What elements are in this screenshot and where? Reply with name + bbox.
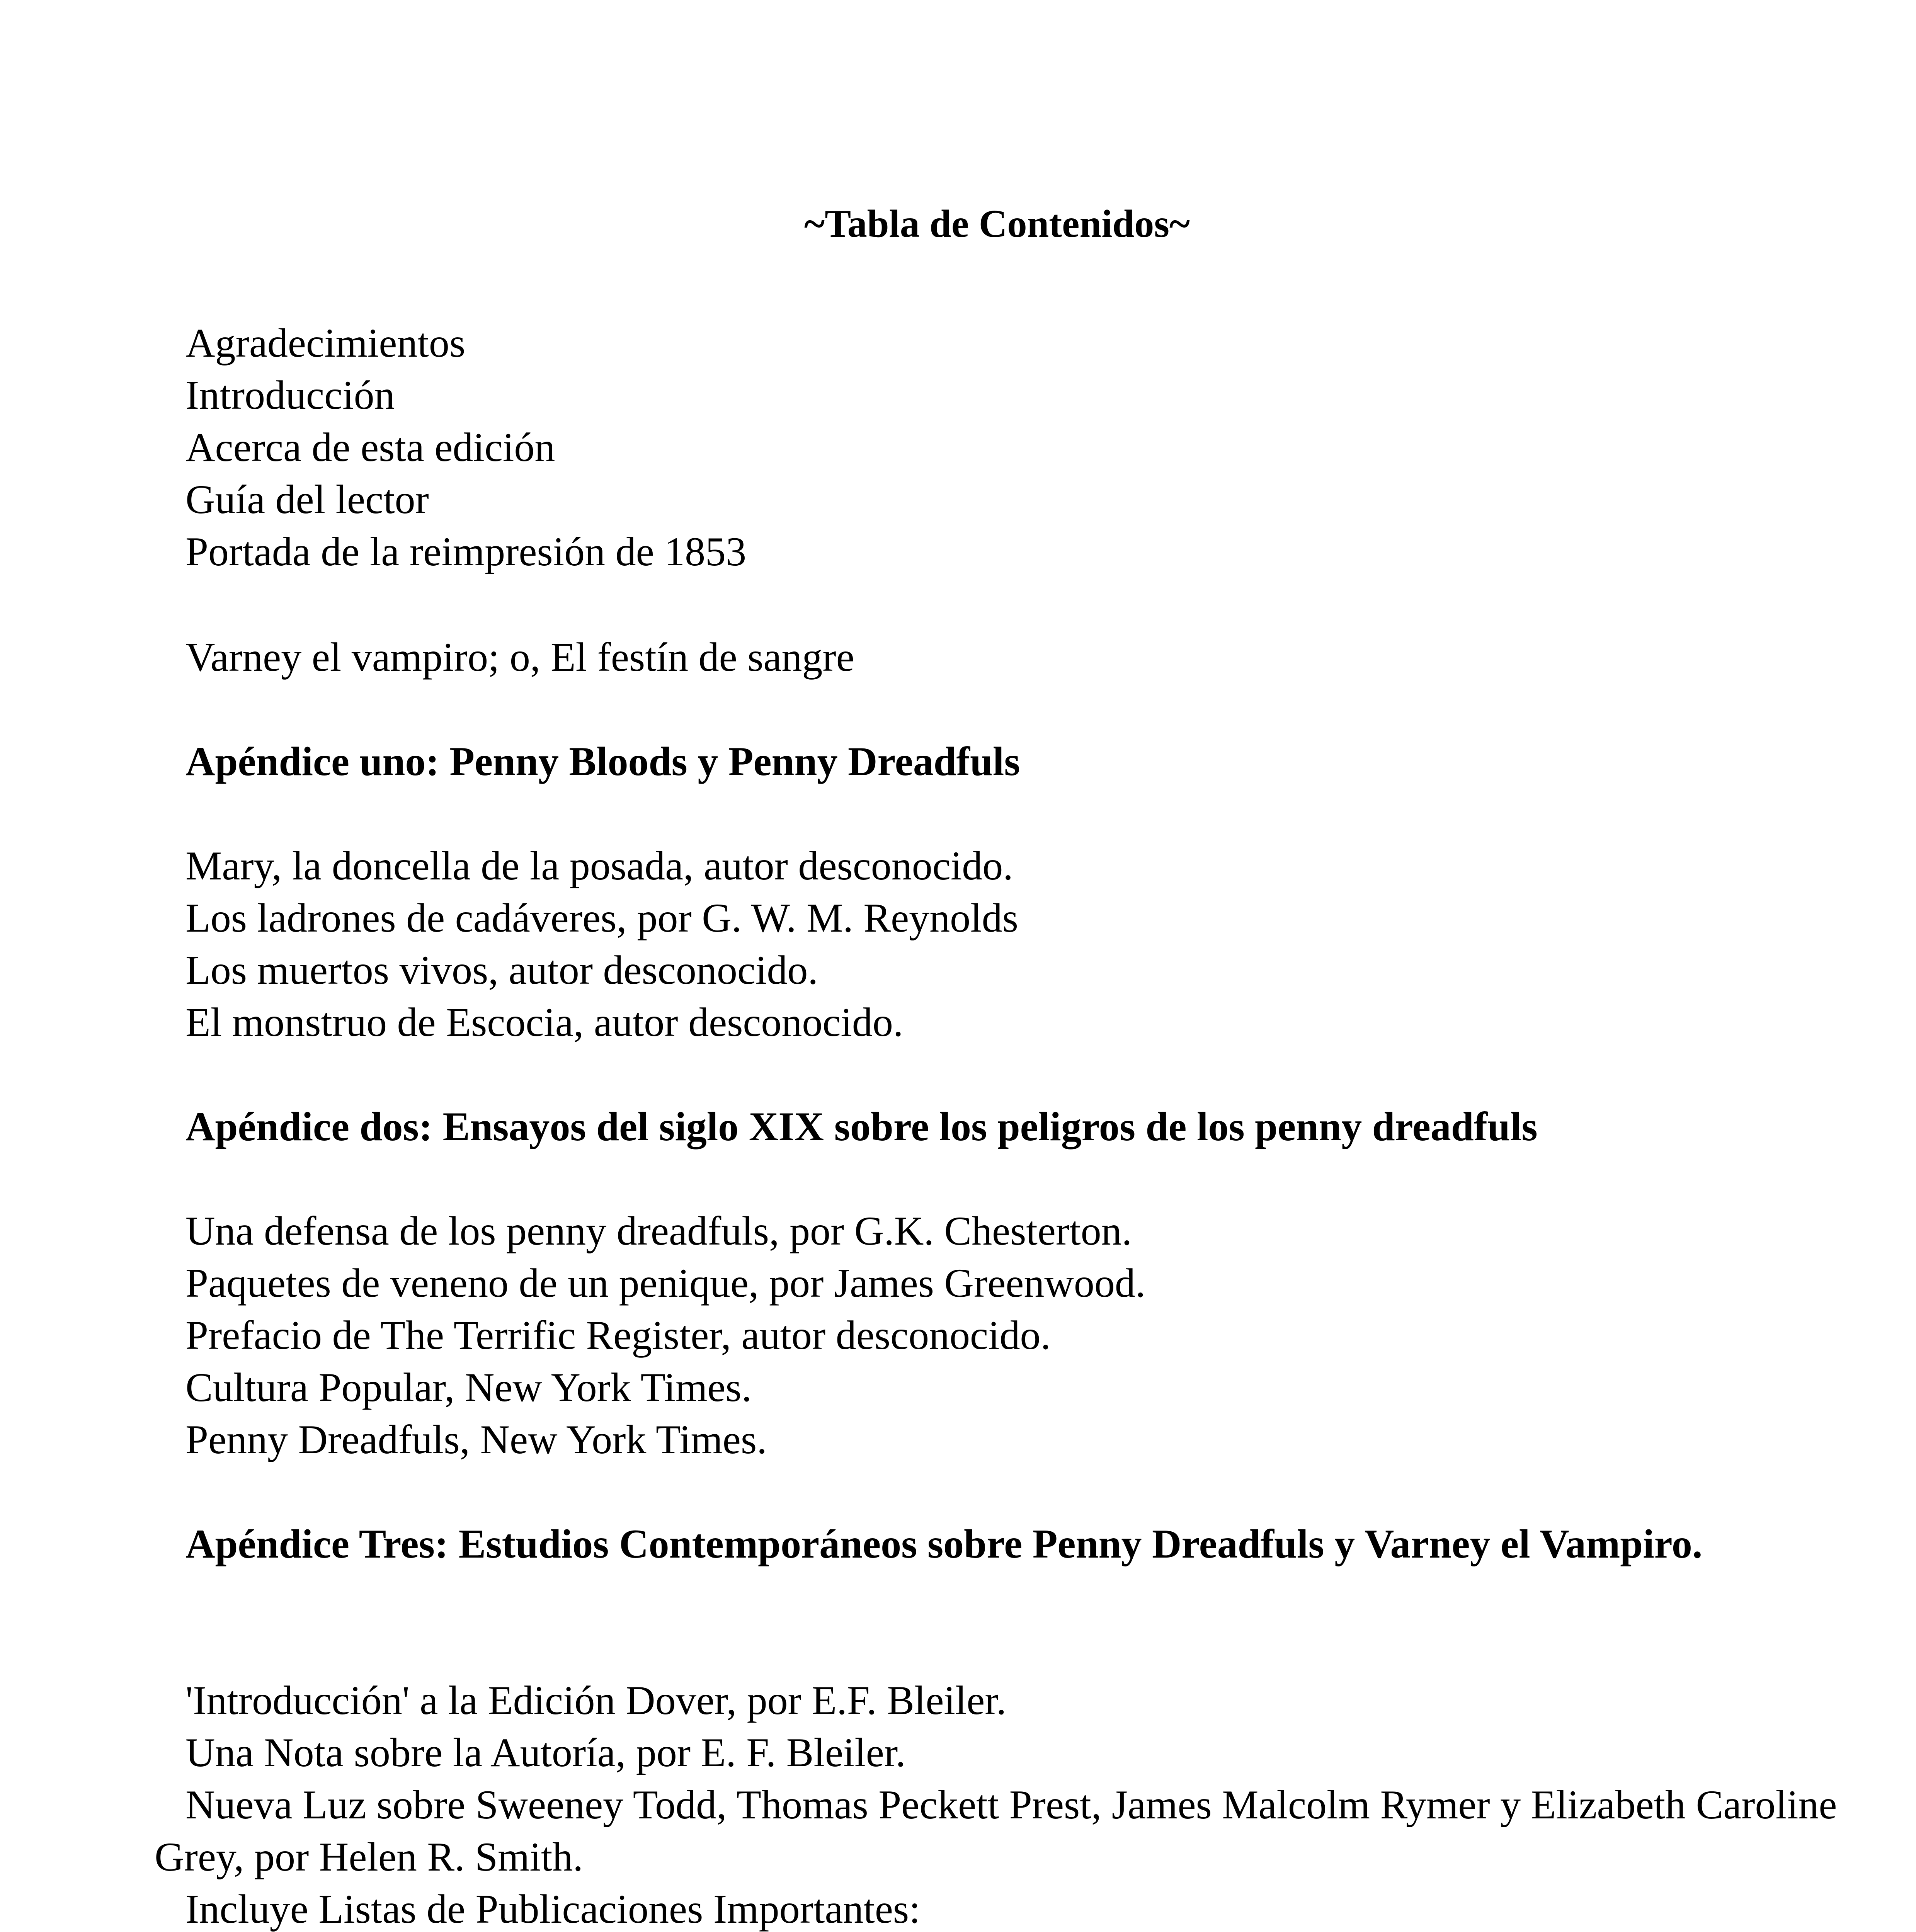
list-item: Nueva Luz sobre Sweeney Todd, Thomas Peckett Prest, James Malcolm Rymer y Elizabeth Caroline Grey, por Helen R. Smith.	[155, 1782, 1837, 1879]
appendix-one-list	[155, 840, 1863, 1048]
list-item: Los ladrones de cadáveres, por G. W. M. Reynolds	[185, 895, 1018, 940]
appendix-two-list	[155, 1205, 1863, 1466]
page-title: ~Tabla de Contenidos~	[804, 202, 1190, 246]
appendix-two-section	[155, 1100, 1863, 1153]
list-item: Una Nota sobre la Autoría, por E. F. Bleiler.	[185, 1730, 906, 1775]
list-item: 'Introducción' a la Edición Dover, por E.F. Bleiler.	[185, 1678, 1007, 1723]
list-item: Mary, la doncella de la posada, autor desconocido.	[185, 843, 1013, 888]
toc-entry-main-work: Varney el vampiro; o, El festín de sangre	[185, 634, 854, 680]
appendix-one-heading: Apéndice uno: Penny Bloods y Penny Dreadfuls	[185, 739, 1020, 784]
toc-entry-guia: Guía del lector	[185, 477, 429, 522]
appendix-three-list	[155, 1674, 1863, 1932]
main-work	[155, 631, 1863, 683]
list-item: Paquetes de veneno de un penique, por James Greenwood.	[185, 1260, 1146, 1306]
front-matter-list	[155, 317, 1863, 578]
list-item: Penny Dreadfuls, New York Times.	[185, 1417, 767, 1462]
toc-entry-acerca: Acerca de esta edición	[185, 425, 555, 470]
toc-entry-portada: Portada de la reimpresión de 1853	[185, 529, 747, 574]
appendix-two-heading: Apéndice dos: Ensayos del siglo XIX sobre los peligros de los penny dreadfuls	[185, 1104, 1538, 1149]
list-item: Cultura Popular, New York Times.	[185, 1365, 752, 1410]
list-item: El monstruo de Escocia, autor desconocido.	[185, 1000, 904, 1045]
toc-entry-introduccion: Introducción	[185, 372, 395, 418]
appendix-three-heading: Apéndice Tres: Estudios Contemporáneos sobre Penny Dreadfuls y Varney el Vampiro.	[185, 1521, 1703, 1566]
appendix-three-section	[155, 1518, 1863, 1570]
list-item: Los muertos vivos, autor desconocido.	[185, 947, 818, 993]
toc-entry-agradecimientos: Agradecimientos	[185, 320, 466, 366]
appendix-one-section	[155, 735, 1863, 787]
list-item: Incluye Listas de Publicaciones Importantes:	[185, 1886, 921, 1932]
list-item: Una defensa de los penny dreadfuls, por G.K. Chesterton.	[185, 1208, 1132, 1253]
list-item: Prefacio de The Terrific Register, autor desconocido.	[185, 1313, 1051, 1358]
